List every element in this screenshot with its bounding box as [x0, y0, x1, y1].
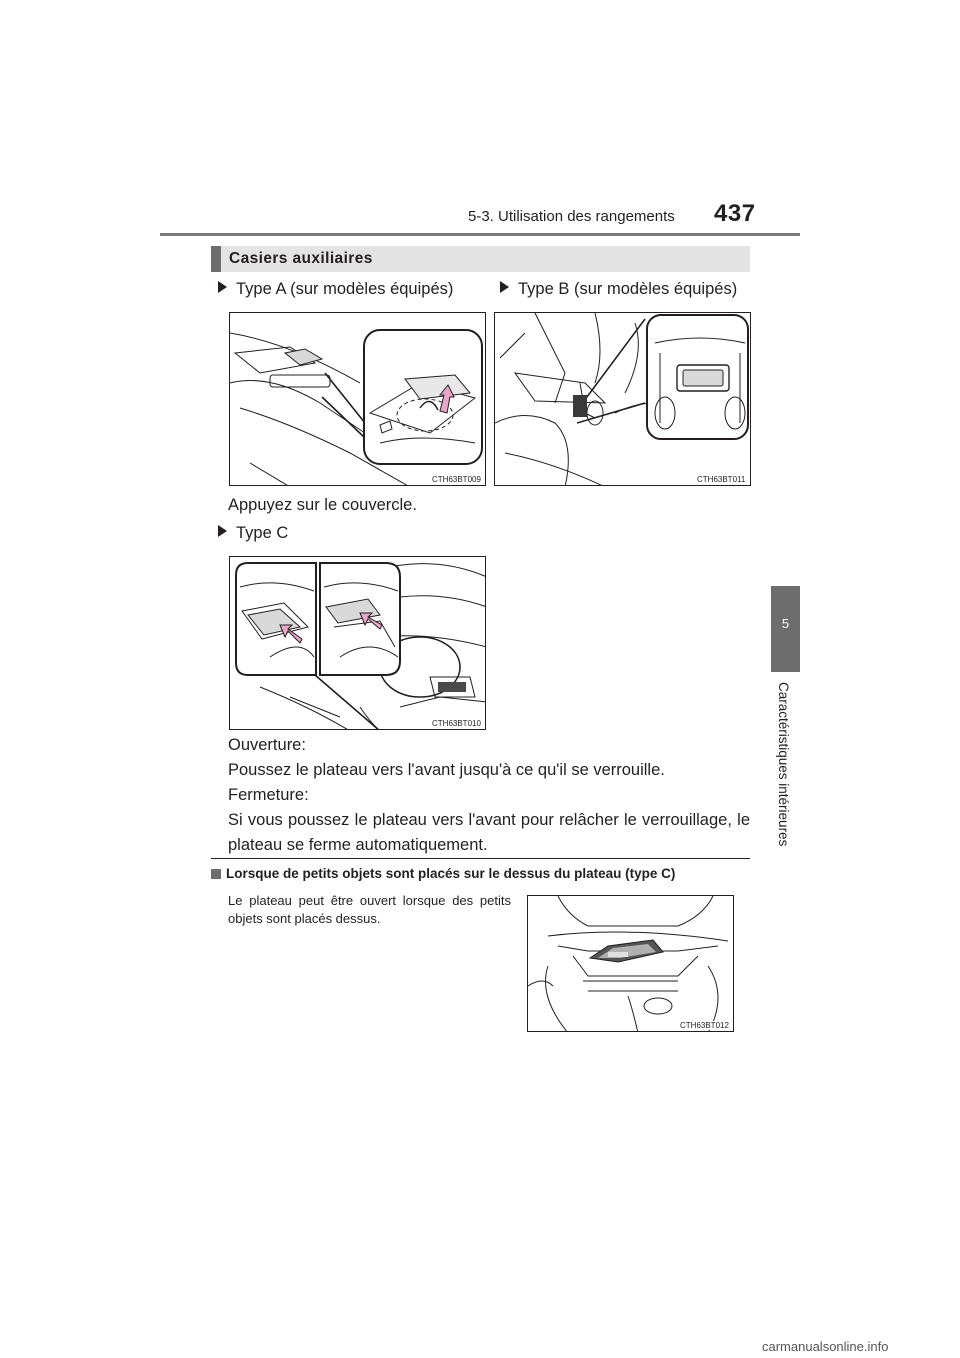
- opening-label: Ouverture:: [228, 736, 306, 754]
- note-title: Lorsque de petits objets sont placés sur le dessus du plateau (type C): [226, 866, 676, 881]
- figure-code: CTH63BT009: [432, 475, 481, 484]
- figure-code: CTH63BT010: [432, 719, 481, 728]
- figure-type-c: [229, 556, 486, 730]
- chapter-number: 5: [781, 616, 790, 631]
- opening-text: Poussez le plateau vers l'avant jusqu'à ce qu'il se verrouille.: [228, 761, 665, 779]
- type-a-heading: [218, 280, 453, 299]
- type-b-heading: [500, 280, 737, 299]
- rear-console-illustration: [495, 313, 751, 486]
- type-c-label: Type C: [236, 524, 289, 542]
- figure-small-objects: [527, 895, 734, 1032]
- closing-label: Fermeture:: [228, 786, 309, 804]
- header-rule: [160, 233, 800, 236]
- site-watermark: carmanualsonline.info: [762, 1339, 889, 1354]
- type-a-label: Type A (sur modèles équipés): [236, 280, 454, 298]
- figure-code: CTH63BT012: [680, 1021, 729, 1030]
- triangle-bullet-icon: [500, 281, 509, 293]
- figure-type-a: [229, 312, 486, 486]
- center-console-illustration: [230, 557, 486, 730]
- triangle-bullet-icon: [218, 281, 227, 293]
- section-heading: [211, 246, 750, 272]
- square-bullet-icon: [211, 869, 221, 879]
- tray-with-objects-illustration: [528, 896, 734, 1032]
- type-b-label: Type B (sur modèles équipés): [518, 280, 738, 298]
- instruction-press-cover: Appuyez sur le couvercle.: [228, 496, 417, 514]
- page-number: 437: [714, 200, 756, 227]
- header-section-title: 5-3. Utilisation des rangements: [468, 208, 675, 225]
- triangle-bullet-icon: [218, 525, 227, 537]
- chapter-title: Caractéristiques intérieures: [776, 682, 791, 847]
- figure-type-b: [494, 312, 751, 486]
- overhead-console-illustration: [230, 313, 486, 486]
- note-body: Le plateau peut être ouvert lorsque des petits objets sont placés dessus.: [228, 893, 511, 926]
- chapter-tab: [771, 586, 800, 672]
- section-title: Casiers auxiliaires: [229, 250, 373, 267]
- note-heading: [211, 858, 750, 884]
- figure-code: CTH63BT011: [697, 475, 746, 484]
- chapter-side-label: [774, 682, 796, 857]
- type-c-heading: [218, 524, 288, 543]
- closing-text: Si vous poussez le plateau vers l'avant pour relâcher le verrouillage, le plateau se ferme automatiquement.: [228, 811, 750, 854]
